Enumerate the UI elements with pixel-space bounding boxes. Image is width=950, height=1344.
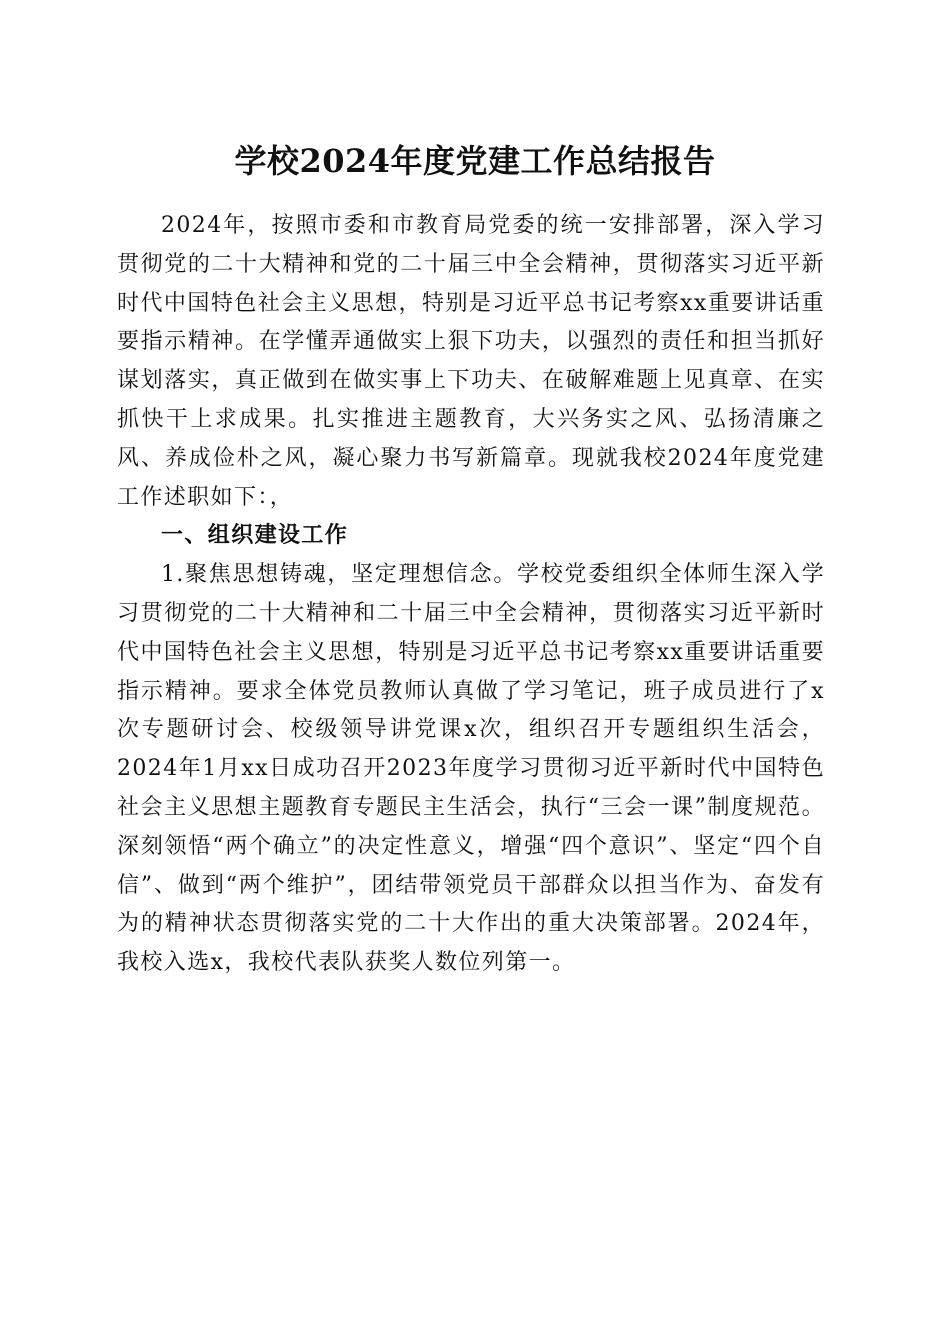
section-heading-organization: 一、组织建设工作	[161, 523, 349, 549]
intro-paragraph: 2024年，按照市委和市教育局党委的统一安排部署，深入学习贯彻党的二十大精神和党的二十届三中全会精神，贯彻落实习近平新时代中国特色社会主义思想，特别是习近平总书记考察xx重要讲话重要指示精神。在学懂弄通做实上狠下功夫，以强烈的责任和担当抓好谋划落实，真正做到在做实事上下功夫、在破解难题上见真章、在实抓快干上求成果。扎实推进主题教育，大兴务实之风、弘扬清廉之风、养成俭朴之风，凝心聚力书写新篇章。现就我校2024年度党建工作述职如下：，	[117, 213, 825, 510]
document-title: 学校2024年度党建工作总结报告	[234, 142, 716, 180]
section-paragraph-ideology: 1.聚焦思想铸魂，坚定理想信念。学校党委组织全体师生深入学习贯彻党的二十大精神和二十届三中全会精神，贯彻落实习近平新时代中国特色社会主义思想，特别是习近平总书记考察xx重要讲话重要指示精神。要求全体党员教师认真做了学习笔记，班子成员进行了x次专题研讨会、校级领导讲党课x次，组织召开专题组织生活会，2024年1月xx日成功召开2023年度学习贯彻习近平新时代中国特色社会主义思想主题教育专题民主生活会，执行“三会一课”制度规范。深刻领悟“两个确立”的决定性意义，增强“四个意识”、坚定“四个自信”、做到“两个维护”，团结带领党员干部群众以担当作为、奋发有为的精神状态贯彻落实党的二十大作出的重大决策部署。2024年，我校入选x，我校代表队获奖人数位列第一。	[117, 562, 825, 976]
document-body	[117, 207, 825, 983]
